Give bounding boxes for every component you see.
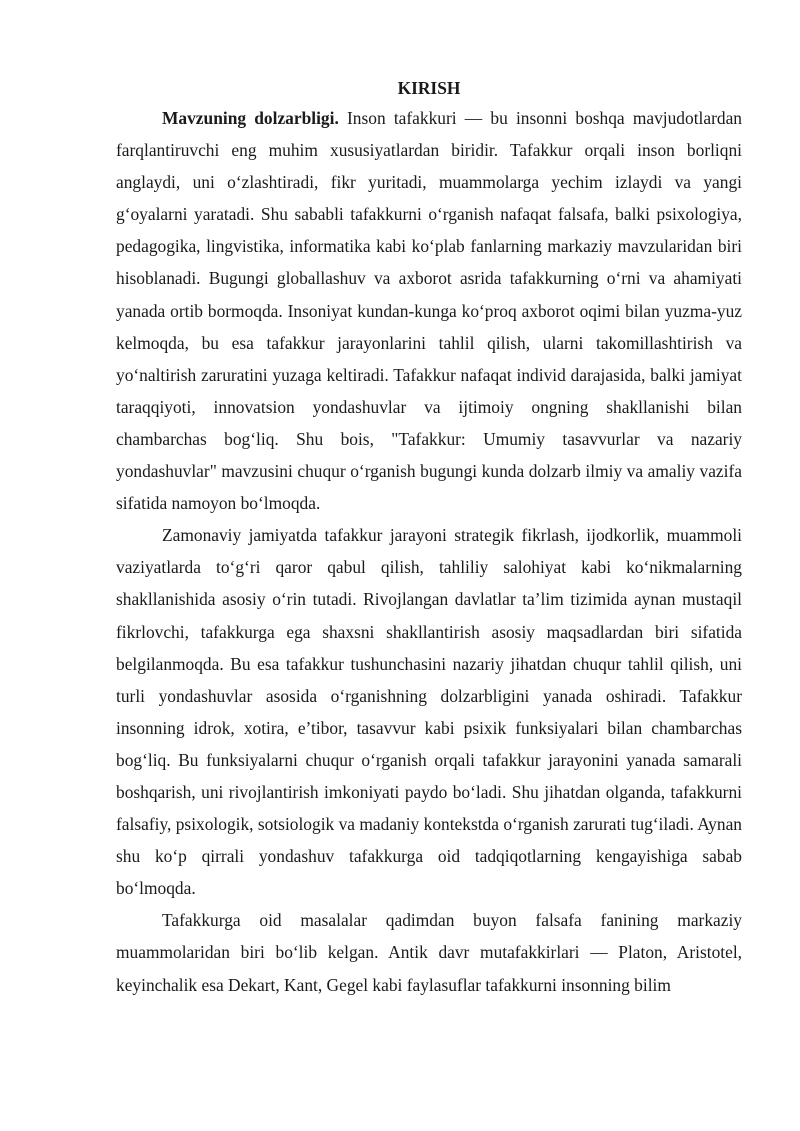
paragraph-relevance	[116, 102, 742, 519]
page-title: KIRISH	[397, 78, 461, 98]
paragraph-lead: Mavzuning dolzarbligi.	[162, 108, 339, 128]
paragraph-philosophy	[116, 904, 742, 1000]
paragraph-text: Tafakkurga oid masalalar qadimdan buyon falsafa fanining markaziy muammolaridan biri boʻlib kelgan. Antik davr mutafakkirlari — Platon, Aristotel, keyinchalik esa Dekart, Kant, Gegel kabi faylasuflar tafakkurni insonning bilim	[116, 910, 742, 995]
paragraph-text: Zamonaviy jamiyatda tafakkur jarayoni strategik fikrlash, ijodkorlik, muammoli vaziyatlarda toʻgʻri qaror qabul qilish, tahliliy salohiyat kabi koʻnikmalarning shakllanishida asosiy oʻrin tutadi. Rivojlangan davlatlar ta’lim tizimida aynan mustaqil fikrlovchi, tafakkurga ega shaxsni shakllantirish asosiy maqsadlardan biri sifatida belgilanmoqda. Bu esa tafakkur tushunchasini nazariy jihatdan chuqur tahlil qilish, uni turli yondashuvlar asosida oʻrganishning dolzarbligini yanada oshiradi. Tafakkur insonning idrok, xotira, e’tibor, tasavvur kabi psixik funksiyalari bilan chambarchas bogʻliq. Bu funksiyalarni chuqur oʻrganish orqali tafakkur jarayonini yanada samarali boshqarish, uni rivojlantirish imkoniyati paydo boʻladi. Shu jihatdan olganda, tafakkurni falsafiy, psixologik, sotsiologik va madaniy kontekstda oʻrganish zarurati tugʻiladi. Aynan shu koʻp qirrali yondashuv tafakkurga oid tadqiqotlarning kengayishiga sabab boʻlmoqda.	[116, 525, 742, 899]
paragraph-modern-society	[116, 519, 742, 904]
paragraph-text: Inson tafakkuri — bu insonni boshqa mavjudotlardan farqlantiruvchi eng muhim xususiyatlardan biridir. Tafakkur orqali inson borliqni anglaydi, uni oʻzlashtiradi, fikr yuritadi, muammolarga yechim izlaydi va yangi gʻoyalarni yaratadi. Shu sababli tafakkurni oʻrganish nafaqat falsafa, balki psixologiya, pedagogika, lingvistika, informatika kabi koʻplab fanlarning markaziy mavzularidan biri hisoblanadi. Bugungi globallashuv va axborot asrida tafakkurning oʻrni va ahamiyati yanada ortib bormoqda. Insoniyat kundan-kunga koʻproq axborot oqimi bilan yuzma-yuz kelmoqda, bu esa tafakkur jarayonlarini tahlil qilish, ularni takomillashtirish va yoʻnaltirish zaruratini yuzaga keltiradi. Tafakkur nafaqat individ darajasida, balki jamiyat taraqqiyoti, innovatsion yondashuvlar va ijtimoiy ongning shakllanishi bilan chambarchas bogʻliq. Shu bois, "Tafakkur: Umumiy tasavvurlar va nazariy yondashuvlar" mavzusini chuqur oʻrganish bugungi kunda dolzarb ilmiy va amaliy vazifa sifatida namoyon boʻlmoqda.	[116, 108, 742, 514]
